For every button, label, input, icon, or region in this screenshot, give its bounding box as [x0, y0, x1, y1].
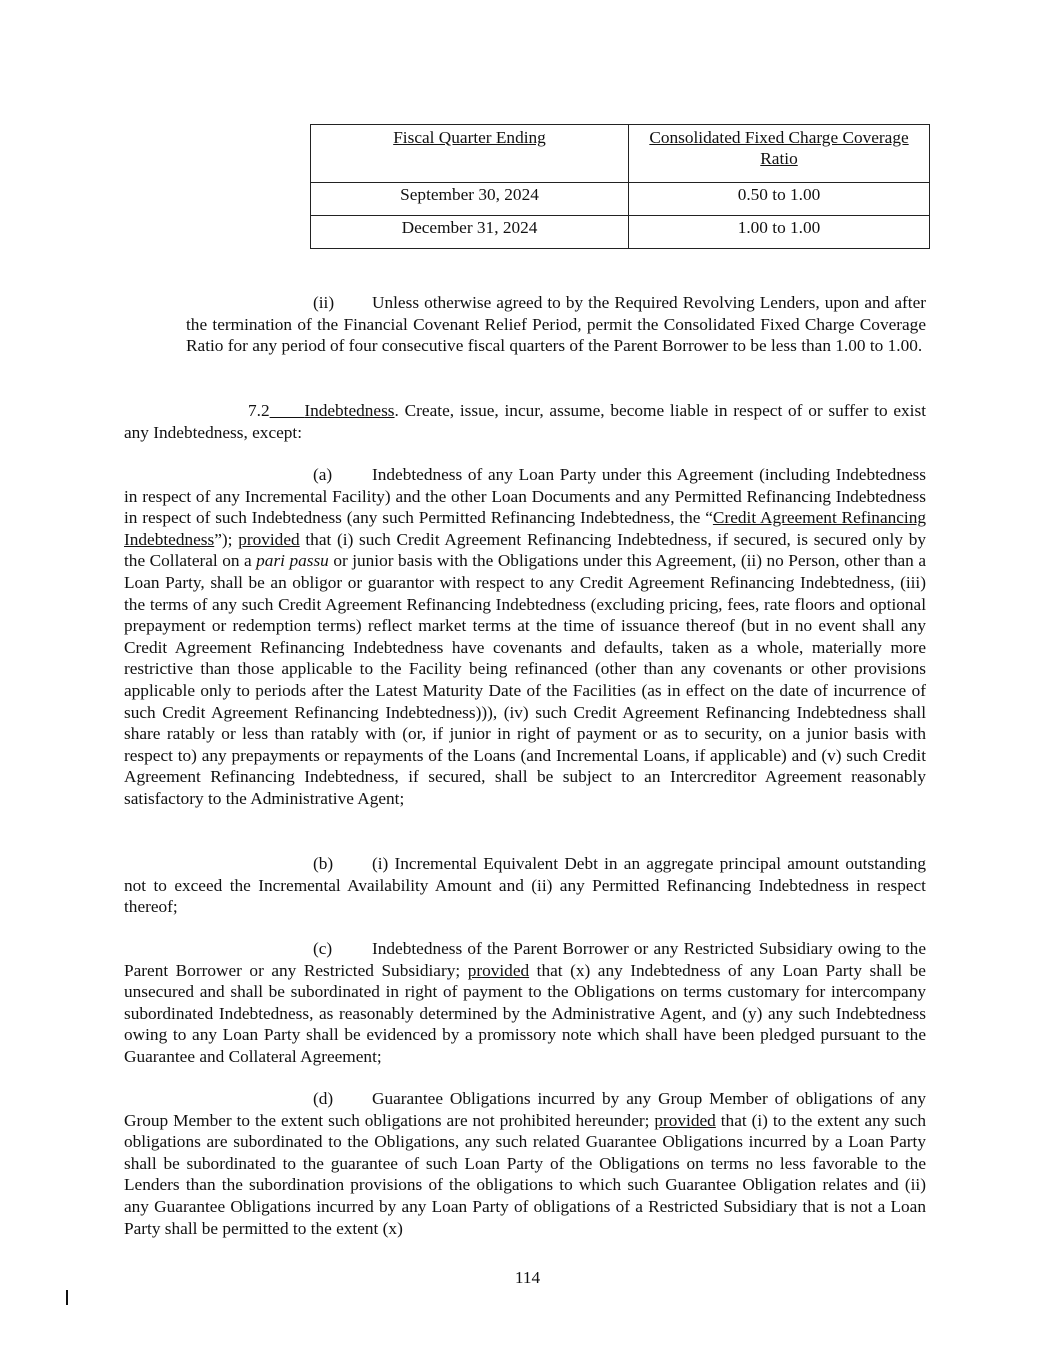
margin-change-bar	[66, 1290, 68, 1305]
clause-marker: (d)	[313, 1089, 334, 1108]
clause-marker: (a)	[313, 465, 333, 484]
row-ratio: 0.50 to 1.00	[629, 183, 930, 216]
header-coverage-ratio: Consolidated Fixed Charge Coverage Ratio	[629, 125, 930, 183]
table-row	[311, 183, 930, 216]
section-7-2: 7.2 Indebtedness. Create, issue, incur, assume, become liable in respect of or suffer to exist any Indebtedness, except:	[124, 401, 927, 442]
row-quarter: December 31, 2024	[311, 216, 629, 249]
table-row	[311, 216, 930, 249]
row-ratio: 1.00 to 1.00	[629, 216, 930, 249]
coverage-ratio-table	[310, 124, 930, 249]
clause-marker: (ii)	[313, 293, 335, 312]
header-fiscal-quarter: Fiscal Quarter Ending	[311, 125, 629, 183]
row-quarter: September 30, 2024	[311, 183, 629, 216]
paragraph-c: (c) Indebtedness of the Parent Borrower or any Restricted Subsidiary owing to the Parent Borrower or any Restricted Subsidiary; provided that (x) any Indebtedness of any Loan Party shall be unsecured and shall be subordinated in right of payment to the Obligations on terms customary for intercompany subordinated Indebtedness, as reasonably determined by the Administrative Agent, and (y) any such Indebtedness owing to any Loan Party shall be evidenced by a promissory note which shall have been pledged pursuant to the Guarantee and Collateral Agreement;	[124, 939, 926, 1066]
section-number: 7.2	[248, 401, 270, 420]
paragraph-a: (a) Indebtedness of any Loan Party under this Agreement (including Indebtedness in respect of any Incremental Facility) and the other Loan Documents and any Permitted Refinancing Indebtedness in respect of such Indebtedness (any such Permitted Refinancing Indebtedness, the “Credit Agreement Refinancing Indebtedness”); provided that (i) such Credit Agreement Refinancing Indebtedness, if secured, is secured only by the Collateral on a pari passu or junior basis with the Obligations under this Agreement, (ii) no Person, other than a Loan Party, shall be an obligor or guarantor with respect to any Credit Agreement Refinancing Indebtedness, (iii) the terms of any such Credit Agreement Refinancing Indebtedness (excluding pricing, fees, rate floors and optional prepayment or redemption terms) reflect market terms at the time of issuance thereof (but in no event shall any Credit Agreement Refinancing Indebtedness have covenants and defaults, taken as a whole, materially more restrictive than those applicable to the Facility being refinanced (other than any covenants or other provisions applicable only to periods after the Latest Maturity Date of the Facilities (as in effect on the date of incurrence of such Credit Agreement Refinancing Indebtedness))), (iv) such Credit Agreement Refinancing Indebtedness shall share ratably or less than ratably with (or, if junior in right of payment or as to security, on a junior basis with respect to) any prepayments or repayments of the Loans (and Incremental Loans, if applicable) and (v) such Credit Agreement Refinancing Indebtedness, if secured, shall be subject to an Intercreditor Agreement reasonably satisfactory to the Administrative Agent;	[124, 465, 927, 808]
paragraph-b: (b) (i) Incremental Equivalent Debt in an aggregate principal amount outstanding not to exceed the Incremental Availability Amount and (ii) any Permitted Refinancing Indebtedness in respect thereof;	[124, 854, 926, 917]
table-header-row	[311, 125, 930, 183]
clause-marker: (b)	[313, 854, 334, 873]
paragraph-ii: (ii) Unless otherwise agreed to by the Required Revolving Lenders, upon and after the termination of the Financial Covenant Relief Period, permit the Consolidated Fixed Charge Coverage Ratio for any period of four consecutive fiscal quarters of the Parent Borrower to be less than 1.00 to 1.00.	[186, 293, 926, 356]
section-heading: Indebtedness	[304, 401, 395, 420]
paragraph-d: (d) Guarantee Obligations incurred by any Group Member of obligations of any Group Member to the extent such obligations are not prohibited hereunder; provided that (i) to the extent any such obligations are subordinated to the Obligations, any such related Guarantee Obligations incurred by a Loan Party shall be subordinated to the guarantee of such Loan Party of the Obligations on terms no less favorable to the Lenders than the subordination provisions of the obligations to which such Guarantee Obligation relates and (ii) any Guarantee Obligations incurred by any Loan Party of obligations of a Restricted Subsidiary that is not a Loan Party shall be permitted to the extent (x)	[124, 1089, 927, 1238]
page-number: 114	[514, 1268, 541, 1287]
clause-marker: (c)	[313, 939, 333, 958]
defined-term: Credit Agreement Refinancing Indebtedness	[124, 508, 927, 549]
